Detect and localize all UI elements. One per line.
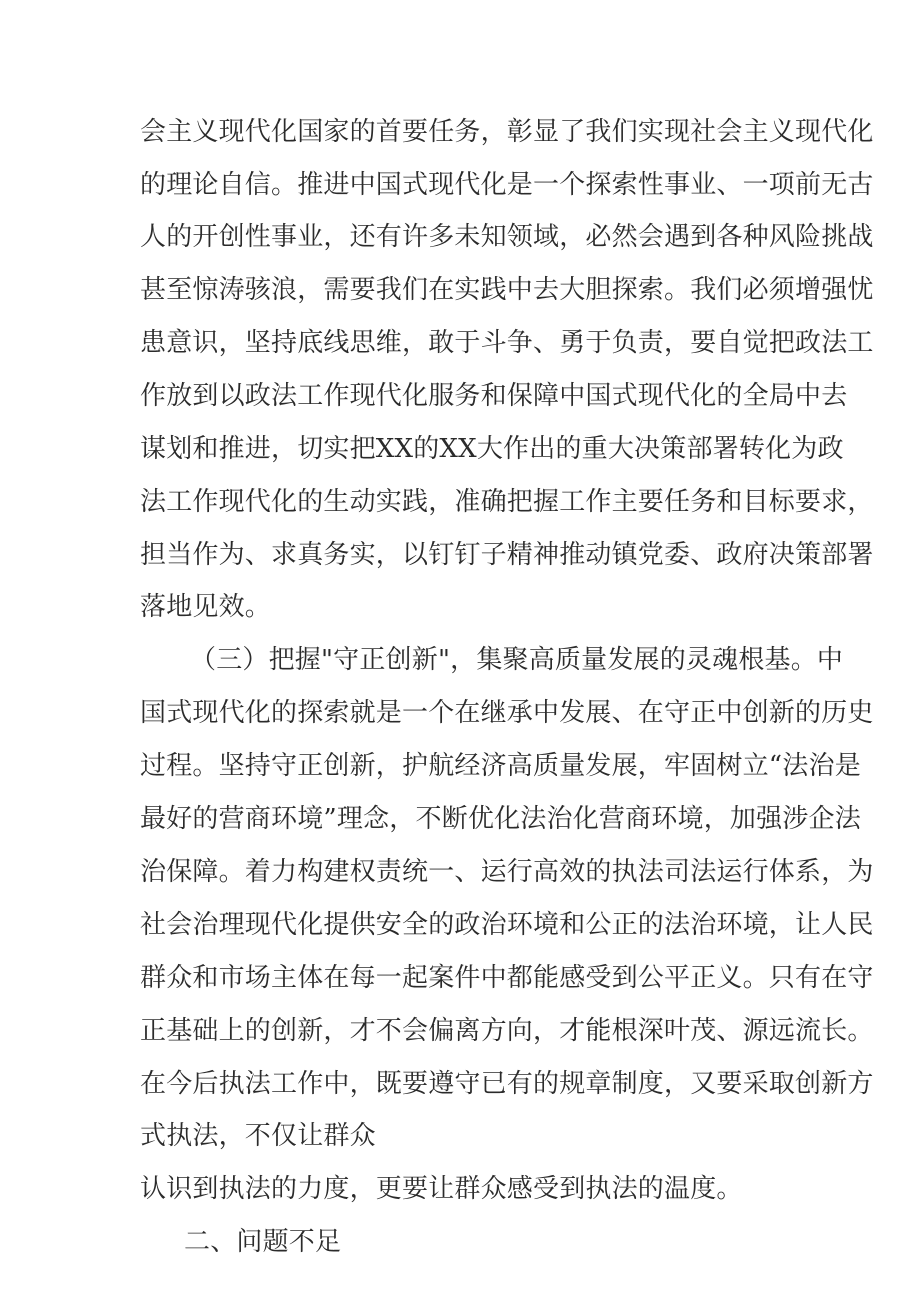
body-text-line: 群众和市场主体在每一起案件中都能感受到公平正义。只有在守 — [140, 963, 874, 993]
body-text-line: 会主义现代化国家的首要任务，彰显了我们实现社会主义现代化 — [140, 117, 874, 147]
body-text-line: 人的开创性事业，还有许多未知领域，必然会遇到各种风险挑战 — [140, 222, 874, 252]
body-text-line: 担当作为、求真务实，以钉钉子精神推动镇党委、政府决策部署 — [140, 540, 874, 570]
body-text-line: 正基础上的创新，才不会偏离方向，才能根深叶茂、源远流长。 — [140, 1016, 874, 1046]
body-text-line: 甚至惊涛骇浪，需要我们在实践中去大胆探索。我们必须增强忧 — [140, 275, 874, 305]
body-text-line: 的理论自信。推进中国式现代化是一个探索性事业、一项前无古 — [140, 170, 874, 200]
section-heading-line: （三）把握"守正创新"，集聚高质量发展的灵魂根基。中 — [190, 645, 844, 675]
body-text-line: 过程。坚持守正创新，护航经济高质量发展，牢固树立“法治是 — [140, 751, 861, 781]
body-text-line: 式执法，不仅让群众 — [140, 1121, 376, 1151]
body-text-line: 患意识，坚持底线思维，敢于斗争、勇于负责，要自觉把政法工 — [140, 328, 874, 358]
body-text-line: 最好的营商环境”理念，不断优化法治化营商环境，加强涉企法 — [140, 804, 861, 834]
body-text-line: 治保障。着力构建权责统一、运行高效的执法司法运行体系，为 — [140, 857, 874, 887]
body-text-line: 社会治理现代化提供安全的政治环境和公正的法治环境，让人民 — [140, 910, 874, 940]
body-text-line: 作放到以政法工作现代化服务和保障中国式现代化的全局中去 — [140, 381, 848, 411]
body-text-line: 认识到执法的力度，更要让群众感受到执法的温度。 — [140, 1174, 743, 1204]
body-text-line: 国式现代化的探索就是一个在继承中发展、在守正中创新的历史 — [140, 698, 874, 728]
body-text-line: 法工作现代化的生动实践，准确把握工作主要任务和目标要求， — [140, 487, 874, 517]
body-text-line: 谋划和推进，切实把XX的XX大作出的重大决策部署转化为政 — [140, 434, 844, 464]
section-heading: 二、问题不足 — [184, 1227, 342, 1257]
body-text-line: 落地见效。 — [140, 592, 272, 622]
body-text-line: 在今后执法工作中，既要遵守已有的规章制度，又要采取创新方 — [140, 1069, 874, 1099]
